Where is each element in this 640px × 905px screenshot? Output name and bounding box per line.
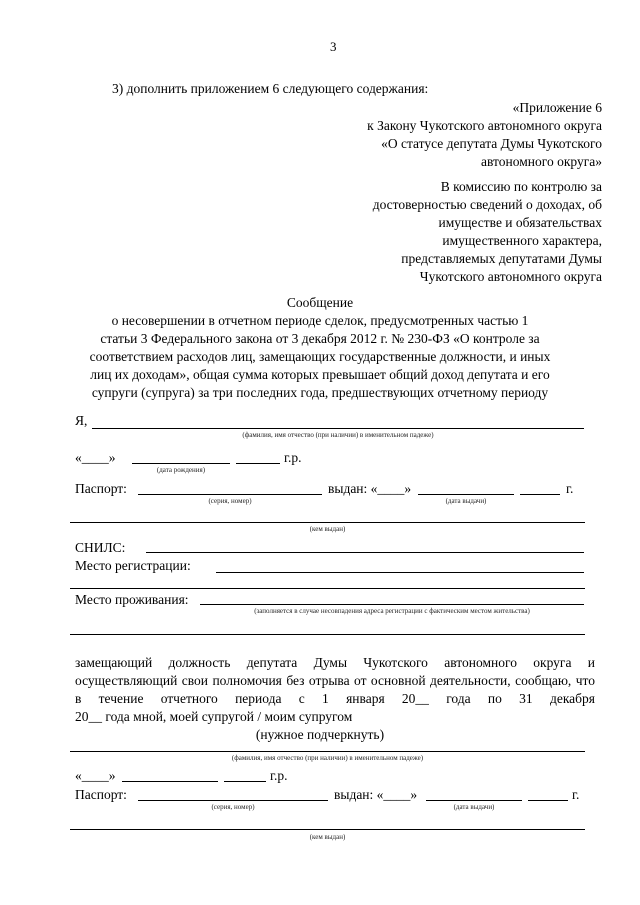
- passport2-series-field[interactable]: [138, 800, 328, 801]
- issued2-by-hint: (кем выдан): [309, 833, 346, 841]
- dob2-open: «____»: [75, 768, 116, 783]
- appendix-title-line: к Закону Чукотского автономного округа: [367, 118, 602, 133]
- fio2-hint: (фамилия, имя отчество (при наличии) в именительном падеже): [231, 754, 424, 762]
- document-heading: Сообщение: [286, 295, 354, 310]
- dob-year-suffix: г.р.: [284, 450, 302, 465]
- dob-hint: (дата рождения): [156, 466, 206, 474]
- addressee-block: [282, 178, 602, 286]
- appendix-title-line: «Приложение 6: [512, 100, 602, 115]
- dob-month-field[interactable]: [132, 463, 230, 464]
- appendix-title-line: «О статусе депутата Думы Чукотского: [381, 136, 602, 151]
- document-subheading: [40, 312, 600, 402]
- underline-note: (нужное подчеркнуть): [255, 727, 385, 742]
- subheading-line: статьи 3 Федерального закона от 3 декабря 2012 г. № 230-ФЗ «О контроле за: [100, 331, 540, 346]
- reg-field-line2[interactable]: [70, 588, 585, 589]
- series2-hint: (серия, номер): [211, 803, 255, 811]
- issue-year-suffix: г.: [566, 481, 574, 496]
- body-last-line: 20__ года мной, моей супругой / моим супругом: [75, 709, 353, 724]
- subheading-line: о несовершении в отчетном периоде сделок, предусмотренных частью 1: [111, 313, 529, 328]
- dob2-year-suffix: г.р.: [270, 768, 288, 783]
- addressee-line: имуществе и обязательствах: [438, 215, 602, 230]
- addressee-line: В комиссию по контролю за: [440, 179, 602, 194]
- addressee-line: имущественного характера,: [442, 233, 602, 248]
- issued2-label: выдан: «____»: [334, 787, 418, 802]
- live-field-line2[interactable]: [70, 634, 585, 635]
- issued-by-hint: (кем выдан): [309, 525, 346, 533]
- series-hint: (серия, номер): [208, 497, 252, 505]
- subheading-line: соответствием расходов лиц, замещающих государственные должности, и иных: [89, 349, 551, 364]
- dob-open: «____»: [75, 450, 116, 465]
- live-field[interactable]: [200, 604, 584, 605]
- passport2-label: Паспорт:: [75, 787, 127, 802]
- dob2-year-field[interactable]: [224, 781, 266, 782]
- intro-text: 3) дополнить приложением 6 следующего содержания:: [112, 81, 429, 96]
- passport-label: Паспорт:: [75, 481, 127, 496]
- issue2-date-hint: (дата выдачи): [453, 803, 495, 811]
- addressee-line: представляемых депутатами Думы: [401, 251, 602, 266]
- addressee-line: Чукотского автономного округа: [419, 269, 602, 284]
- snils-field[interactable]: [146, 552, 584, 553]
- snils-label: СНИЛС:: [75, 540, 126, 555]
- live-hint: (заполняется в случае несовпадения адреса регистрации с фактическим местом жительства): [254, 607, 530, 615]
- issue-year-field[interactable]: [520, 494, 560, 495]
- issue-date-field[interactable]: [418, 494, 514, 495]
- issue-date-hint: (дата выдачи): [445, 497, 487, 505]
- issue2-year-field[interactable]: [528, 800, 568, 801]
- subheading-line: супруги (супруга) за три последних года, предшествующих отчетному периоду: [91, 385, 549, 400]
- page-number: 3: [330, 39, 337, 54]
- reg-label: Место регистрации:: [75, 558, 191, 573]
- issued-label: выдан: «____»: [328, 481, 412, 496]
- issued-by-field[interactable]: [70, 522, 585, 523]
- fio-hint: (фамилия, имя отчество (при наличии) в именительном падеже): [242, 431, 434, 439]
- dob-year-field[interactable]: [236, 463, 280, 464]
- fio-field[interactable]: [92, 428, 584, 429]
- appendix-title-line: автономного округа»: [481, 154, 602, 169]
- fio2-field[interactable]: [70, 751, 585, 752]
- issue2-year-suffix: г.: [572, 787, 580, 802]
- subheading-line: лиц их доходам», общая сумма которых превышает общий доход депутата и его: [90, 367, 550, 382]
- live-label: Место проживания:: [75, 592, 189, 607]
- issue2-date-field[interactable]: [426, 800, 522, 801]
- addressee-line: достоверностью сведений о доходах, об: [372, 197, 602, 212]
- issued2-by-field[interactable]: [70, 829, 585, 830]
- appendix-title: [242, 99, 602, 171]
- reg-field[interactable]: [216, 572, 584, 573]
- ya-label: Я,: [75, 413, 88, 428]
- dob2-month-field[interactable]: [122, 781, 218, 782]
- body-paragraph: замещающий должность депутата Думы Чукотского автономного округа и осуществляющий свои полномочия без отрыва от основной деятельности, сообщаю, что в течение отчетного периода с 1 января 20__ года по 31 декабря: [75, 655, 595, 706]
- passport-series-field[interactable]: [138, 494, 322, 495]
